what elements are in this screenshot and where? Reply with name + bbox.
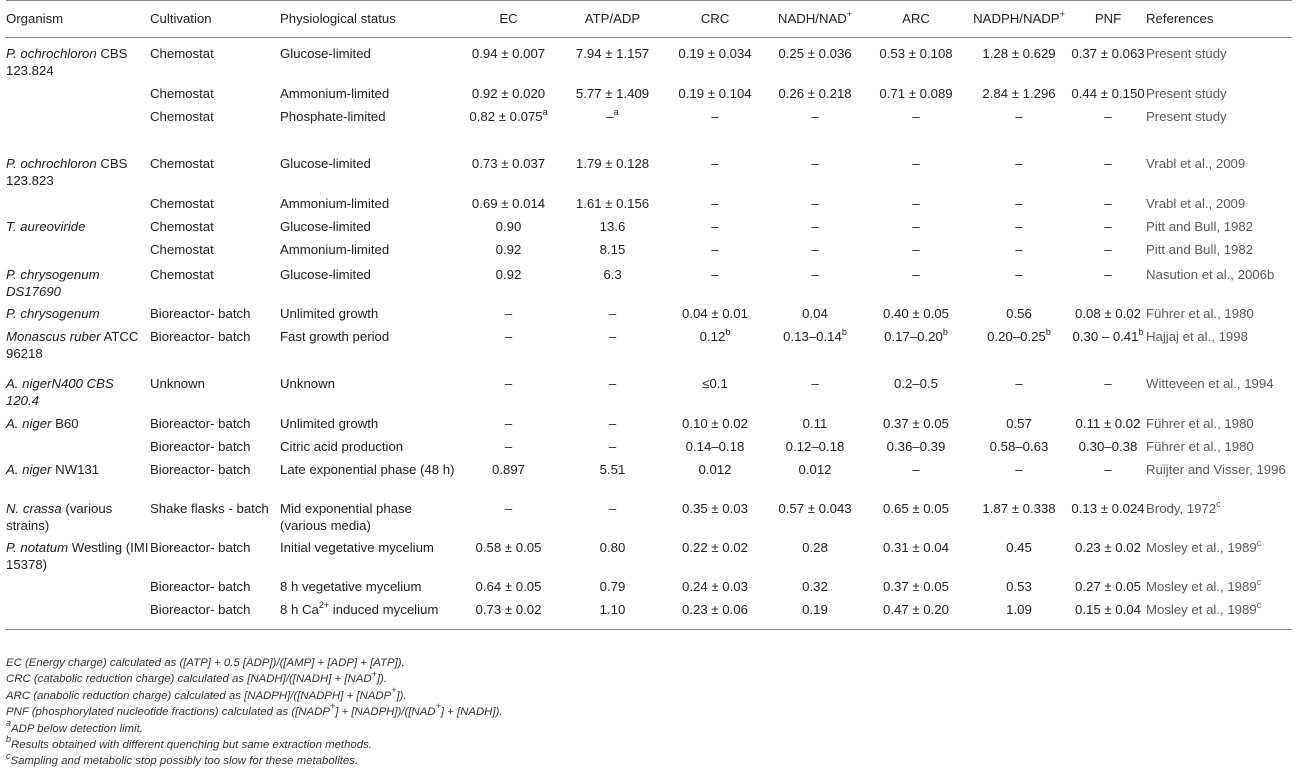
cell-nadph: 0.53 xyxy=(1006,579,1032,594)
cell-reference: Vrabl et al., 2009 xyxy=(1146,196,1246,211)
col-header-nadph-nadp: NADPH/NADP+ xyxy=(968,1,1070,38)
cell-pnf: – xyxy=(1104,219,1112,234)
table-row xyxy=(6,501,1292,540)
cell-nadh: – xyxy=(811,267,819,282)
cell-ec: 0.69 ± 0.014 xyxy=(471,196,546,211)
cell-crc: 0.04 ± 0.01 xyxy=(682,306,748,321)
cell-reference: Nasution et al., 2006b xyxy=(1146,267,1275,282)
cell-pnf: 0.37 ± 0.063 xyxy=(1071,46,1145,61)
cell-reference: Vrabl et al., 2009 xyxy=(1146,156,1246,171)
cell-reference: Present study xyxy=(1146,46,1227,61)
cell-ec: – xyxy=(504,501,513,516)
table-row xyxy=(6,368,1292,416)
cell-cultivation: Chemostat xyxy=(150,156,214,171)
cell-reference: Pitt and Bull, 1982 xyxy=(1146,242,1254,257)
cell-nadph: – xyxy=(1015,462,1023,477)
table-row xyxy=(6,540,1292,579)
cell-crc: 0.24 ± 0.03 xyxy=(682,579,748,594)
col-header-crc: CRC xyxy=(664,1,766,38)
cell-status: Mid exponential phase (various media) xyxy=(280,501,412,533)
cell-pnf: 0.27 ± 0.05 xyxy=(1075,579,1141,594)
cell-nadh: – xyxy=(811,196,819,211)
cell-cultivation: Chemostat xyxy=(150,219,214,234)
cell-ec: 0.92 xyxy=(495,267,522,282)
cell-reference: Pitt and Bull, 1982 xyxy=(1146,219,1254,234)
cell-ec: 0.58 ± 0.05 xyxy=(475,540,542,555)
cell-nadh: 0.13–0.14$^b$ xyxy=(783,326,847,344)
cell-crc: 0.23 ± 0.06 xyxy=(664,602,766,630)
col-header-arc: ARC xyxy=(864,1,968,38)
cell-nadph: – xyxy=(1015,156,1023,171)
cell-cultivation: Chemostat xyxy=(150,109,214,124)
cell-organism xyxy=(6,196,150,219)
cell-organism: P. ochrochloron CBS 123.824 xyxy=(6,46,128,78)
cell-arc: – xyxy=(912,219,920,234)
cell-pnf: 0.30–0.38 xyxy=(1078,439,1138,454)
cell-arc: 0.40 ± 0.05 xyxy=(883,306,949,321)
cell-organism: A. niger B60 xyxy=(6,416,79,431)
table-row xyxy=(6,196,1292,219)
cell-crc: – xyxy=(711,109,719,124)
cell-organism xyxy=(6,602,150,630)
cell-nadh: – xyxy=(811,109,819,124)
cell-atp: – xyxy=(608,416,617,431)
cell-organism: P. ochrochloron CBS 123.823 xyxy=(6,156,128,188)
cell-status: Phosphate-limited xyxy=(280,109,386,124)
cell-status: 8 h $Ca^{2+}$ induced mycelium xyxy=(280,602,456,630)
cell-nadh: – xyxy=(811,219,819,234)
cell-reference: Mosley et al., 1989$^c$ xyxy=(1146,602,1292,630)
cell-status: Glucose-limited xyxy=(280,156,371,171)
cell-ec: – xyxy=(504,439,513,454)
cell-cultivation: Bioreactor- batch xyxy=(150,462,251,477)
cell-pnf: – xyxy=(1104,267,1112,282)
cell-reference: Witteveen et al., 1994 xyxy=(1146,376,1274,391)
cell-cultivation: Unknown xyxy=(150,376,205,391)
cell-status: Initial vegetative mycelium xyxy=(280,540,434,555)
cell-nadh: 0.012 xyxy=(798,462,832,477)
cell-pnf: 0.13 ± 0.024 xyxy=(1071,501,1145,516)
cell-nadph: 0.20–0.25$^b$ xyxy=(987,326,1051,344)
cell-reference: Führer et al., 1980 xyxy=(1146,306,1254,321)
footnote-b: $^b$Results obtained with different quenching but same extraction methods. xyxy=(6,734,372,752)
cell-cultivation: Bioreactor- batch xyxy=(150,579,251,594)
cell-atp: 5.51 xyxy=(599,462,626,477)
cell-crc: – xyxy=(711,242,719,257)
cell-atp: –$^a$ xyxy=(606,106,619,124)
cell-nadph: 0.45 xyxy=(1006,540,1032,555)
cell-reference: Ruijter and Visser, 1996 xyxy=(1146,462,1286,477)
cell-organism xyxy=(6,86,150,109)
col-header-nadh-nad: NADH/NAD+ xyxy=(766,1,864,38)
cell-reference: Present study xyxy=(1146,86,1227,101)
cell-organism xyxy=(6,579,150,602)
cell-nadh: 0.32 xyxy=(802,579,828,594)
cell-cultivation: Chemostat xyxy=(150,46,214,61)
cell-nadh: – xyxy=(811,376,819,391)
cell-organism: P. chrysogenum xyxy=(6,306,100,321)
cell-pnf: 0.30 – 0.41$^b$ xyxy=(1072,326,1144,344)
footnotes xyxy=(6,655,1292,770)
cell-atp: 13.6 xyxy=(599,219,626,234)
cell-atp: 7.94 ± 1.157 xyxy=(575,46,650,61)
cell-reference: Mosley et al., 1989$^c$ xyxy=(1146,537,1262,555)
footnote-crc: CRC (catabolic reduction charge) calculated as [NADH]/([NADH] + [NAD+]). xyxy=(6,668,387,686)
col-header-cultivation: Cultivation xyxy=(150,1,280,38)
cell-nadph: – xyxy=(1015,219,1023,234)
cell-pnf: 0.08 ± 0.02 xyxy=(1075,306,1141,321)
cell-arc: – xyxy=(912,242,920,257)
cell-crc: – xyxy=(711,156,719,171)
cell-organism xyxy=(6,109,150,148)
cell-cultivation: Bioreactor- batch xyxy=(150,329,251,344)
cell-ec: 0.82 ± 0.075$^a$ xyxy=(469,106,548,124)
table-row xyxy=(6,242,1292,265)
cell-reference: Hajjaj et al., 1998 xyxy=(1146,329,1248,344)
cell-atp: 6.3 xyxy=(603,267,622,282)
table-row xyxy=(6,579,1292,602)
cell-status: Glucose-limited xyxy=(280,46,371,61)
cell-cultivation: Chemostat xyxy=(150,242,214,257)
cell-status: Unknown xyxy=(280,376,335,391)
cell-arc: – xyxy=(912,196,920,211)
col-header-status: Physiological status xyxy=(280,1,456,38)
cell-nadh: 0.12–0.18 xyxy=(785,439,845,454)
table-row xyxy=(6,462,1292,501)
cell-nadph: 0.56 xyxy=(1006,306,1032,321)
footnote-a: $^a$ADP below detection limit. xyxy=(6,717,143,735)
cell-atp: 0.79 xyxy=(599,579,626,594)
cell-pnf: 0.44 ± 0.150 xyxy=(1071,86,1145,101)
cell-crc: 0.35 ± 0.03 xyxy=(682,501,748,516)
cell-crc: – xyxy=(711,196,719,211)
cell-pnf: – xyxy=(1104,376,1112,391)
cell-organism: N. crassa (various strains) xyxy=(6,501,113,533)
col-header-pnf: PNF xyxy=(1070,1,1146,38)
cell-ec: – xyxy=(504,416,513,431)
cell-atp: 1.10 xyxy=(561,602,664,630)
table-row xyxy=(6,109,1292,148)
cell-organism: A. nigerN400 CBS 120.4 xyxy=(6,376,114,408)
cell-cultivation: Chemostat xyxy=(150,86,214,101)
cell-atp: – xyxy=(608,329,617,344)
cell-pnf: – xyxy=(1104,196,1112,211)
cell-reference: Führer et al., 1980 xyxy=(1146,416,1254,431)
cell-pnf: – xyxy=(1104,109,1112,124)
cell-atp: 8.15 xyxy=(599,242,626,257)
table-row xyxy=(6,148,1292,196)
cell-nadph: 1.87 ± 0.338 xyxy=(982,501,1056,516)
cell-arc: 0.17–0.20$^b$ xyxy=(884,326,948,344)
footnote-pnf: PNF (phosphorylated nucleotide fractions) calculated as ([NADP+] + [NADPH])/([NAD+] + [NADH]). xyxy=(6,701,503,719)
cell-ec: – xyxy=(504,329,513,344)
cell-nadh: – xyxy=(811,156,819,171)
col-header-atp-adp: ATP/ADP xyxy=(561,1,664,38)
cell-status: Citric acid production xyxy=(280,439,404,454)
cell-cultivation: Shake flasks - batch xyxy=(150,501,269,516)
cell-reference: Führer et al., 1980 xyxy=(1146,439,1254,454)
table-row xyxy=(6,602,1292,630)
cell-nadph: – xyxy=(1015,242,1023,257)
cell-status: Ammonium-limited xyxy=(280,242,390,257)
cell-ec: 0.92 ± 0.020 xyxy=(471,86,546,101)
cell-reference: Mosley et al., 1989$^c$ xyxy=(1146,576,1262,594)
cell-cultivation: Bioreactor- batch xyxy=(150,602,280,630)
cell-nadph: – xyxy=(1015,109,1023,124)
cell-status: Unlimited growth xyxy=(280,416,379,431)
cell-arc: – xyxy=(912,109,920,124)
cell-nadh: 0.26 ± 0.218 xyxy=(778,86,852,101)
cell-nadph: – xyxy=(1015,267,1023,282)
cell-status: Glucose-limited xyxy=(280,267,371,282)
cell-arc: 0.53 ± 0.108 xyxy=(879,46,953,61)
cell-arc: 0.71 ± 0.089 xyxy=(879,86,953,101)
cell-cultivation: Bioreactor- batch xyxy=(150,416,251,431)
cell-arc: 0.37 ± 0.05 xyxy=(883,416,949,431)
cell-nadh: 0.19 xyxy=(766,602,864,630)
cell-ec: 0.897 xyxy=(491,462,525,477)
cell-arc: – xyxy=(912,156,920,171)
cell-ec: 0.64 ± 0.05 xyxy=(475,579,542,594)
cell-pnf: – xyxy=(1104,156,1112,171)
cell-nadph: 0.58–0.63 xyxy=(989,439,1049,454)
table-row xyxy=(6,86,1292,109)
cell-arc: 0.47 ± 0.20 xyxy=(864,602,968,630)
cell-crc: 0.012 xyxy=(698,462,732,477)
cell-pnf: 0.23 ± 0.02 xyxy=(1075,540,1141,555)
footnote-ec: EC (Energy charge) calculated as ([ATP] + 0.5 [ADP])/([AMP] + [ADP] + [ATP]). xyxy=(6,657,405,669)
header-row xyxy=(6,1,1292,38)
cell-arc: 0.2–0.5 xyxy=(894,376,938,391)
cell-pnf: – xyxy=(1104,242,1112,257)
cell-ec: 0.73 ± 0.037 xyxy=(471,156,546,171)
footnote-arc: ARC (anabolic reduction charge) calculated as [NADPH]/([NADPH] + [NADP+]). xyxy=(6,685,407,702)
cell-ec: 0.73 ± 0.02 xyxy=(456,602,561,630)
cell-organism xyxy=(6,242,150,265)
cell-organism: T. aureoviride xyxy=(6,219,86,234)
cell-nadh: – xyxy=(811,242,819,257)
table-row xyxy=(6,219,1292,242)
cell-crc: 0.19 ± 0.034 xyxy=(678,46,752,61)
table-row xyxy=(6,265,1292,306)
cell-crc: 0.10 ± 0.02 xyxy=(682,416,748,431)
cell-cultivation: Chemostat xyxy=(150,267,214,282)
cell-cultivation: Chemostat xyxy=(150,196,214,211)
cell-crc: 0.12$^b$ xyxy=(699,326,731,344)
table-row xyxy=(6,306,1292,329)
cell-atp: – xyxy=(608,501,617,516)
cell-organism: P. notatum Westling (IMI 15378) xyxy=(6,540,149,572)
cell-crc: 0.22 ± 0.02 xyxy=(682,540,748,555)
cell-arc: 0.37 ± 0.05 xyxy=(883,579,949,594)
cell-cultivation: Bioreactor- batch xyxy=(150,306,251,321)
cell-organism: Monascus ruber ATCC 96218 xyxy=(6,329,139,361)
cell-arc: 0.65 ± 0.05 xyxy=(883,501,949,516)
cell-cultivation: Bioreactor- batch xyxy=(150,439,251,454)
cell-status: Fast growth period xyxy=(280,329,390,344)
cell-pnf: – xyxy=(1104,462,1112,477)
cell-organism: A. niger NW131 xyxy=(6,462,100,477)
cell-atp: 0.80 xyxy=(599,540,626,555)
cell-nadph: 1.28 ± 0.629 xyxy=(982,46,1056,61)
cell-nadh: 0.04 xyxy=(802,306,828,321)
cell-nadph: – xyxy=(1015,376,1023,391)
cell-nadh: 0.25 ± 0.036 xyxy=(778,46,852,61)
cell-atp: – xyxy=(608,376,617,391)
data-table xyxy=(6,0,1292,630)
cell-reference: Brody, 1972$^c$ xyxy=(1146,498,1221,516)
cell-ec: 0.90 xyxy=(495,219,522,234)
cell-status: Late exponential phase (48 h) xyxy=(280,462,455,477)
cell-crc: 0.14–0.18 xyxy=(685,439,745,454)
cell-cultivation: Bioreactor- batch xyxy=(150,540,251,555)
cell-pnf: 0.11 ± 0.02 xyxy=(1075,416,1141,431)
cell-organism: P. chrysogenum DS17690 xyxy=(6,267,100,299)
table-row xyxy=(6,329,1292,368)
cell-nadh: 0.57 ± 0.043 xyxy=(778,501,852,516)
cell-arc: 0.36–0.39 xyxy=(886,439,946,454)
cell-status: 8 h vegetative mycelium xyxy=(280,579,422,594)
cell-status: Glucose-limited xyxy=(280,219,371,234)
cell-arc: – xyxy=(912,462,920,477)
cell-nadh: 0.28 xyxy=(802,540,828,555)
cell-crc: – xyxy=(711,219,719,234)
cell-pnf: 0.15 ± 0.04 xyxy=(1070,602,1146,630)
table-container xyxy=(6,0,1292,630)
cell-atp: – xyxy=(608,439,617,454)
cell-status: Ammonium-limited xyxy=(280,86,390,101)
col-header-ec: EC xyxy=(456,1,561,38)
cell-nadh: 0.11 xyxy=(802,416,828,431)
cell-reference: Present study xyxy=(1146,109,1227,124)
cell-crc: ≤0.1 xyxy=(702,376,728,391)
cell-ec: 0.92 xyxy=(495,242,522,257)
cell-ec: – xyxy=(504,306,513,321)
cell-nadph: 2.84 ± 1.296 xyxy=(982,86,1056,101)
cell-arc: 0.31 ± 0.04 xyxy=(883,540,949,555)
cell-arc: – xyxy=(912,267,920,282)
cell-atp: 5.77 ± 1.409 xyxy=(575,86,650,101)
cell-nadph: 1.09 xyxy=(968,602,1070,630)
cell-ec: – xyxy=(504,376,513,391)
cell-atp: 1.79 ± 0.128 xyxy=(575,156,650,171)
cell-crc: 0.19 ± 0.104 xyxy=(678,86,752,101)
cell-status: Unlimited growth xyxy=(280,306,379,321)
cell-nadph: – xyxy=(1015,196,1023,211)
cell-atp: 1.61 ± 0.156 xyxy=(575,196,650,211)
cell-organism xyxy=(6,439,150,462)
table-row xyxy=(6,38,1292,87)
col-header-references: References xyxy=(1146,1,1292,38)
cell-ec: 0.94 ± 0.007 xyxy=(471,46,546,61)
table-row xyxy=(6,439,1292,462)
cell-atp: – xyxy=(608,306,617,321)
cell-crc: – xyxy=(711,267,719,282)
cell-status: Ammonium-limited xyxy=(280,196,390,211)
cell-nadph: 0.57 xyxy=(1006,416,1032,431)
footnote-c: $^c$Sampling and metabolic stop possibly too slow for these metabolites. xyxy=(6,750,359,768)
table-row xyxy=(6,416,1292,439)
col-header-organism: Organism xyxy=(6,1,150,38)
